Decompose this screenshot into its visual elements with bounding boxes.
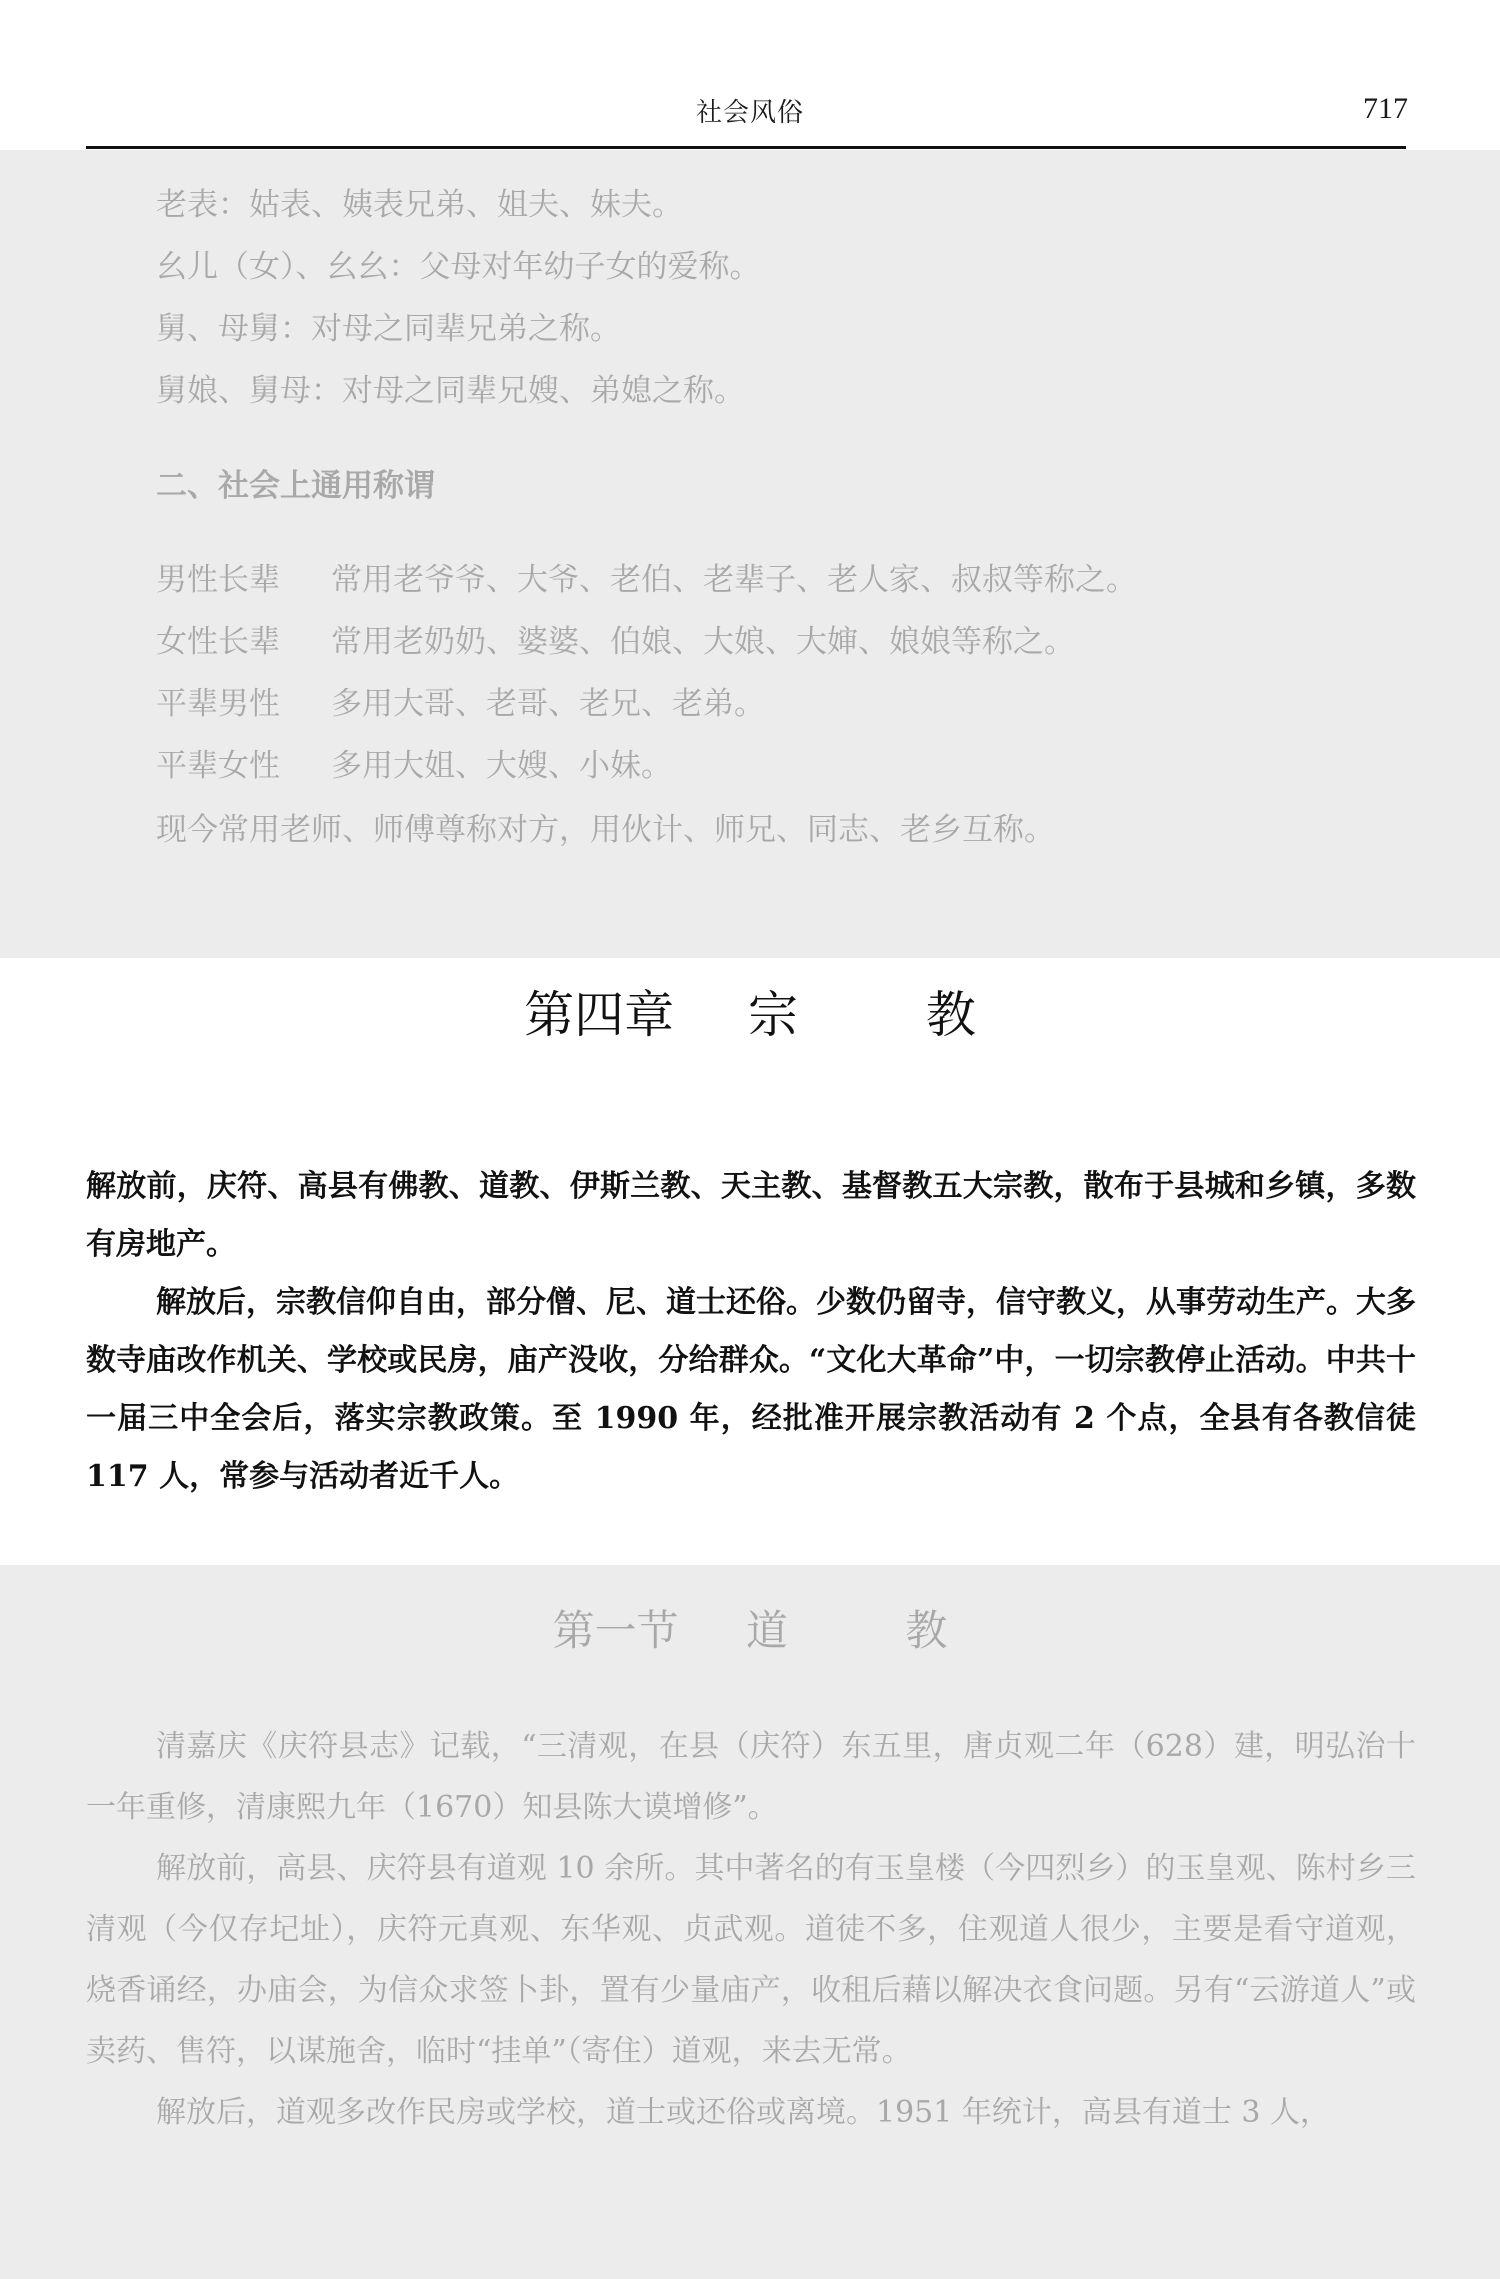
paragraph: 解放前，高县、庆符县有道观 10 余所。其中著名的有玉皇楼（今四烈乡）的玉皇观、陈村乡三清观（今仅存圮址），庆符元真观、东华观、贞武观。道徒不多，住观道人很少，主要是看守道观，烧香诵经，办庙会，为信众求签卜卦，置有少量庙产，收租后藉以解决衣食问题。另有“云游道人”或卖药、售符，以谋施舍，临时“挂单”（寄住）道观，来去无常。 [86, 1851, 1416, 2069]
running-head: 社会风俗 [695, 98, 804, 128]
term-label: 男性长辈 [156, 562, 280, 598]
address-term-row [156, 622, 1075, 662]
address-term-row [156, 560, 1137, 600]
closing-line: 现今常用老师、师傅尊称对方，用伙计、师兄、同志、老乡互称。 [156, 812, 1055, 848]
term-description: 多用大哥、老哥、老兄、老弟。 [331, 686, 765, 722]
paragraph: 清嘉庆《庆符县志》记载，“三清观，在县（庆符）东五里，唐贞观二年（628）建，明弘治十一年重修，清康熙九年（1670）知县陈大谟增修”。 [86, 1729, 1416, 1825]
kinship-line: 舅、母舅：对母之同辈兄弟之称。 [156, 311, 621, 347]
kinship-line: 幺儿（女）、幺幺：父母对年幼子女的爱称。 [156, 249, 761, 285]
section-title-char: 教 [905, 1606, 948, 1655]
chapter-title-char: 教 [925, 986, 976, 1044]
section-title [0, 1598, 1500, 1658]
kinship-line: 舅娘、舅母：对母之同辈兄嫂、弟媳之称。 [156, 373, 745, 409]
section-title-char: 道 [745, 1606, 788, 1655]
term-label: 平辈男性 [156, 686, 280, 722]
term-label: 平辈女性 [156, 748, 280, 784]
section-number: 第一节 [552, 1606, 679, 1655]
chapter-title [0, 975, 1500, 1047]
address-term-row [156, 746, 672, 786]
section-heading: 二、社会上通用称谓 [156, 468, 435, 504]
kinship-line: 老表：姑表、姨表兄弟、姐夫、妹夫。 [156, 187, 683, 223]
term-description: 常用老爷爷、大爷、老伯、老辈子、老人家、叔叔等称之。 [331, 562, 1137, 598]
paragraph: 解放后，道观多改作民房或学校，道士或还俗或离境。1951 年统计，高县有道士 3 人， [156, 2095, 1331, 2130]
header-rule [86, 146, 1406, 149]
term-description: 多用大姐、大嫂、小妹。 [331, 748, 672, 784]
term-description: 常用老奶奶、婆婆、伯娘、大娘、大婶、娘娘等称之。 [331, 624, 1075, 660]
section-body [86, 1716, 1416, 2143]
chapter-body [86, 1158, 1416, 1506]
chapter-number: 第四章 [524, 986, 675, 1044]
paragraph: 解放前，庆符、高县有佛教、道教、伊斯兰教、天主教、基督教五大宗教，散布于县城和乡镇，多数有房地产。 [86, 1169, 1416, 1262]
chapter-title-char: 宗 [748, 986, 798, 1044]
address-term-row [156, 684, 765, 724]
term-label: 女性长辈 [156, 624, 280, 660]
page-number: 717 [1363, 92, 1408, 125]
paragraph: 解放后，宗教信仰自由，部分僧、尼、道士还俗。少数仍留寺，信守教义，从事劳动生产。大多数寺庙改作机关、学校或民房，庙产没收，分给群众。“文化大革命”中，一切宗教停止活动。中共十一届三中全会后，落实宗教政策。至 1990 年，经批准开展宗教活动有 2 个点，全县有各教信徒 117 人，常参与活动者近千人。 [86, 1285, 1416, 1494]
